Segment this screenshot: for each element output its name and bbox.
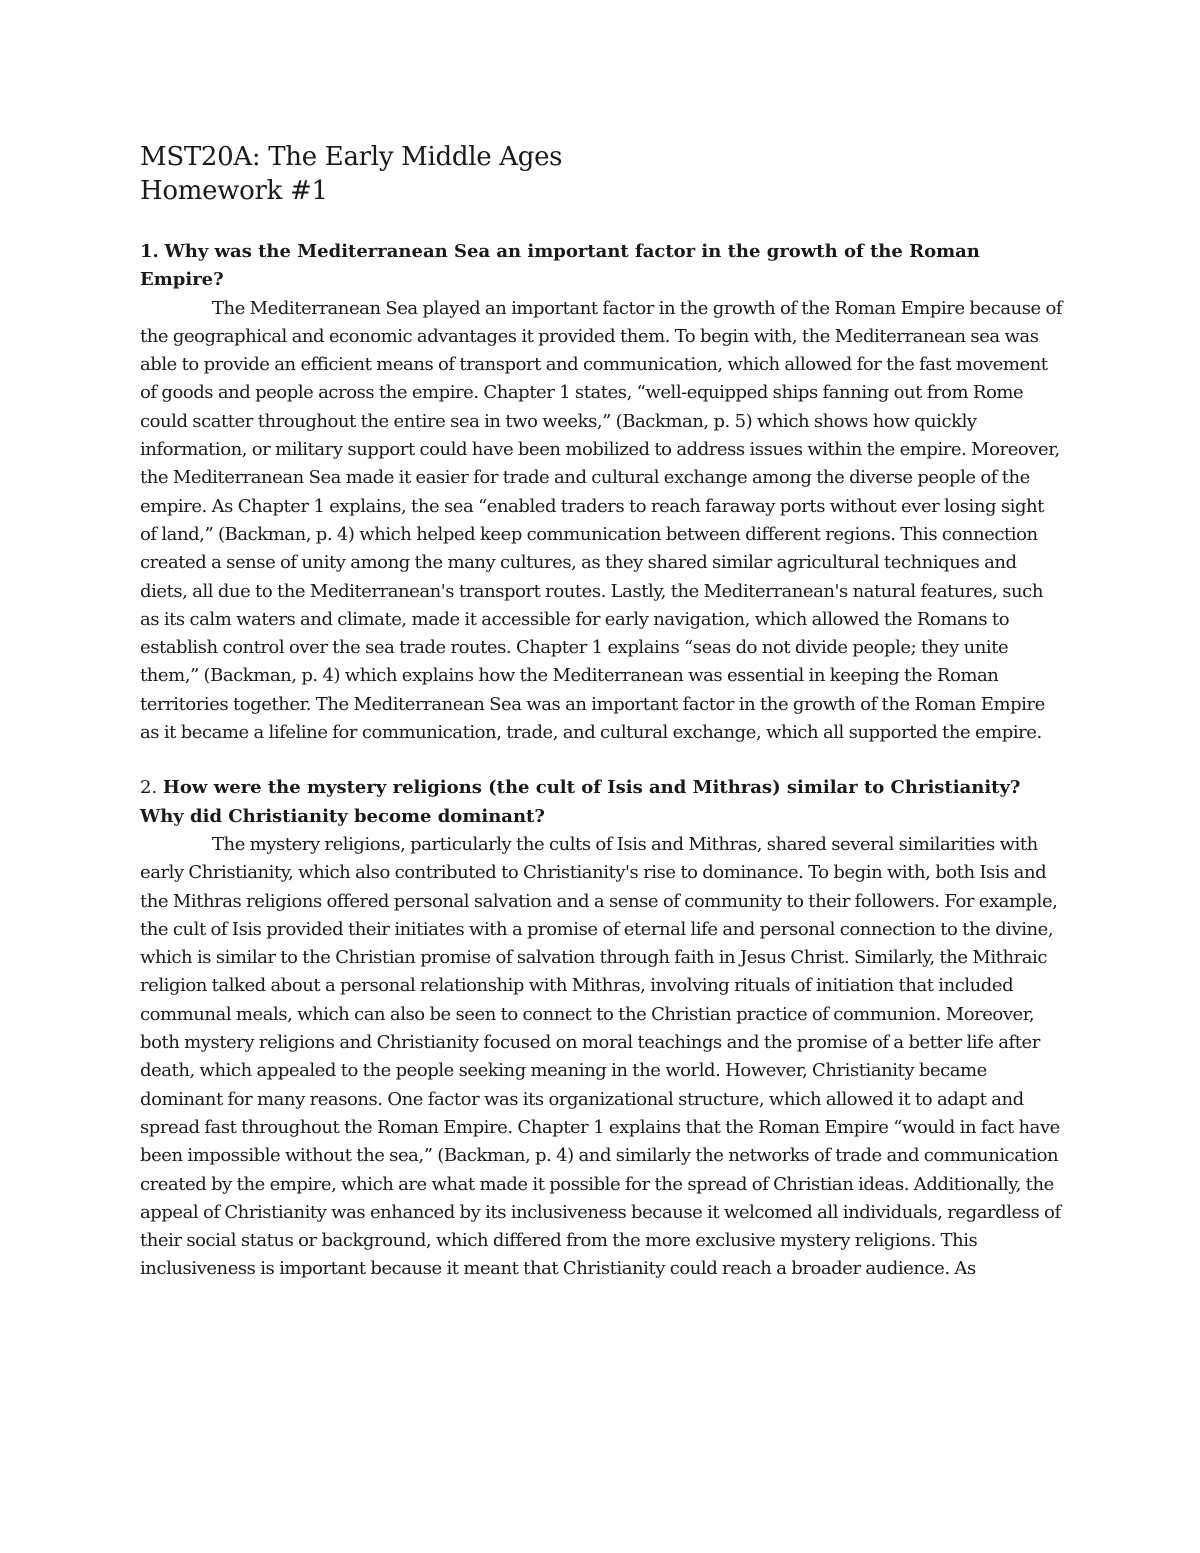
section-2	[140, 774, 1065, 1283]
question-number: 2.	[140, 777, 158, 799]
course-title: MST20A: The Early Middle Ages	[140, 142, 563, 172]
question-2	[140, 774, 1065, 831]
title-block	[140, 140, 1065, 208]
answer-2: The mystery religions, particularly the cults of Isis and Mithras, shared several similarities with early Christianity, which also contributed to Christianity's rise to dominance. To begin with, both Isis and the Mithras religions offered personal salvation and a sense of community to their followers. For example, the cult of Isis provided their initiates with a promise of eternal life and personal connection to the divine, which is similar to the Christian promise of salvation through faith in Jesus Christ. Similarly, the Mithraic religion talked about a personal relationship with Mithras, involving rituals of initiation that included communal meals, which can also be seen to connect to the Christian practice of communion. Moreover, both mystery religions and Christianity focused on moral teachings and the promise of a better life after death, which appealed to the people seeking meaning in the world. However, Christianity became dominant for many reasons. One factor was its organizational structure, which allowed it to adapt and spread fast throughout the Roman Empire. Chapter 1 explains that the Roman Empire “would in fact have been impossible without the sea,” (Backman, p. 4) and similarly the networks of trade and communication created by the empire, which are what made it possible for the spread of Christian ideas. Additionally, the appeal of Christianity was enhanced by its inclusiveness because it welcomed all individuals, regardless of their social status or background, which differed from the more exclusive mystery religions. This inclusiveness is important because it meant that Christianity could reach a broader audience. As	[140, 833, 1061, 1280]
question-text: Why was the Mediterranean Sea an important factor in the growth of the Roman Empire?	[140, 241, 980, 291]
answer-1: The Mediterranean Sea played an important factor in the growth of the Roman Empire because of the geographical and economic advantages it provided them. To begin with, the Mediterranean sea was able to provide an efficient means of transport and communication, which allowed for the fast movement of goods and people across the empire. Chapter 1 states, “well-equipped ships fanning out from Rome could scatter throughout the entire sea in two weeks,” (Backman, p. 5) which shows how quickly information, or military support could have been mobilized to address issues within the empire. Moreover, the Mediterranean Sea made it easier for trade and cultural exchange among the diverse people of the empire. As Chapter 1 explains, the sea “enabled traders to reach faraway ports without ever losing sight of land,” (Backman, p. 4) which helped keep communication between different regions. This connection created a sense of unity among the many cultures, as they shared similar agricultural techniques and diets, all due to the Mediterranean's transport routes. Lastly, the Mediterranean's natural features, such as its calm waters and climate, made it accessible for early navigation, which allowed the Romans to establish control over the sea trade routes. Chapter 1 explains “seas do not divide people; they unite them,” (Backman, p. 4) which explains how the Mediterranean was essential in keeping the Roman territories together. The Mediterranean Sea was an important factor in the growth of the Roman Empire as it became a lifeline for communication, trade, and cultural exchange, which all supported the empire.	[140, 297, 1063, 744]
document-page	[140, 140, 1065, 1284]
homework-title: Homework #1	[140, 176, 328, 206]
question-text: How were the mystery religions (the cult of Isis and Mithras) similar to Christianity? Why did Christianity become dominant?	[140, 777, 1021, 827]
section-1	[140, 238, 1065, 747]
question-1	[140, 238, 1065, 295]
question-number: 1.	[140, 241, 159, 262]
